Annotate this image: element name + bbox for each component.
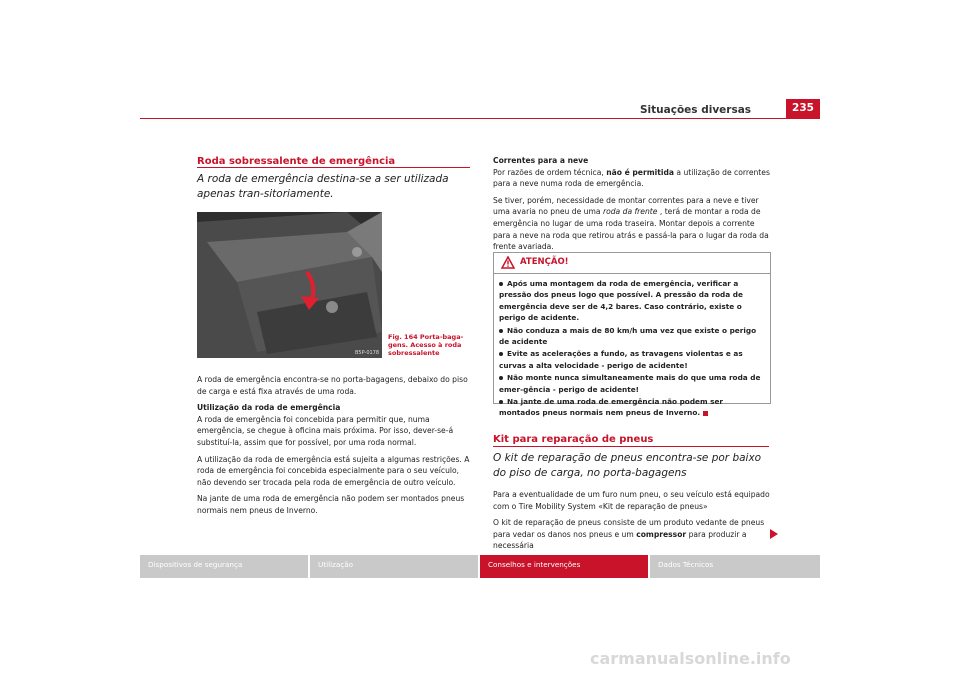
bullet-icon [499, 376, 503, 380]
warning-item: Após uma montagem da roda de emergência, verificar a pressão dos pneus logo que possível. A pressão da roda de emergência deve ser de 4,2 bares. Caso contrário, existe o perigo de acidente. [499, 279, 743, 323]
warning-list [494, 274, 770, 419]
running-section-title: Situações diversas [640, 104, 752, 116]
use-text: A roda de emergência foi concebida para permitir que, numa emergência, se chegue à oficina mais próxima. Por isso, dever-se-á substituí-la, assim que for possível, por uma roda normal. [197, 414, 454, 447]
spare-location-text: A roda de emergência encontra-se no porta-bagagens, debaixo do piso de carga e está fixa através de uma roda. [197, 375, 468, 396]
watermark: carmanualsonline.info [590, 649, 791, 668]
trunk-illustration [197, 212, 382, 358]
warning-title: ATENÇÃO! [520, 257, 569, 267]
kit-text-1: Para a eventualidade de um furo num pneu, o seu veículo está equipado com o Tire Mobility System «Kit de reparação de pneus» [493, 490, 770, 511]
bullet-icon [499, 282, 503, 286]
chains-section [493, 155, 771, 258]
kit-lead: O kit de reparação de pneus encontra-se por baixo do piso de carga, no porta-bagagens [493, 452, 762, 479]
kit-heading: Kit para reparação de pneus [493, 434, 654, 445]
footer-tab-operation[interactable]: Utilização [310, 555, 478, 578]
tyres-text: Na jante de uma roda de emergência não podem ser montados pneus normais nem pneus de Inverno. [197, 494, 465, 515]
kit-heading-rule [493, 446, 769, 447]
footer-tab-advice[interactable]: Conselhos e intervenções [480, 555, 648, 578]
warning-item: Na jante de uma roda de emergência não podem ser montados pneus normais nem pneus de Inverno. [499, 397, 724, 418]
spare-wheel-lead: A roda de emergência destina-se a ser utilizada apenas tran-sitoriamente. [197, 173, 449, 200]
footer-tab-safety[interactable]: Dispositivos de segurança [140, 555, 308, 578]
bullet-icon [499, 352, 503, 356]
spare-wheel-heading: Roda sobressalente de emergência [197, 156, 396, 167]
bullet-icon [499, 400, 503, 404]
chains-text-1: Por razões de ordem técnica, não é permitida a utilização de correntes para a neve numa roda de emergência. [493, 167, 770, 189]
bullet-icon [499, 329, 503, 333]
figure-code: B5P-0178 [355, 350, 380, 356]
header-rule [140, 118, 820, 119]
spare-wheel-heading-rule [197, 167, 470, 168]
kit-text-2: O kit de reparação de pneus consiste de um produto vedante de pneus para vedar os danos nos pneus e um compressor para produzir a necessária [493, 518, 765, 551]
footer-tab-technical-data[interactable]: Dados Técnicos [650, 555, 820, 578]
figure-caption: Fig. 164 Porta-baga-gens. Acesso à roda sobressalente [388, 333, 464, 357]
page-number: 235 [786, 99, 820, 118]
kit-body [493, 489, 771, 557]
section-end-icon [703, 411, 708, 416]
chains-heading: Correntes para a neve [493, 156, 589, 165]
trunk-figure [197, 212, 382, 358]
chains-text-2: Se tiver, porém, necessidade de montar correntes para a neve e tiver uma avaria no pneu de uma roda da frente , terá de montar a roda de emergência no lugar de uma roda traseira. Montar depois a corrente para a neve na roda que retirou atrás e passá-la para o lugar da roda da frente avariada. [493, 195, 769, 252]
use-subheading: Utilização da roda de emergência [197, 403, 341, 413]
warning-item: Não monte nunca simultaneamente mais do que uma roda de emer-gência - perigo de acidente! [499, 373, 761, 394]
left-body [197, 374, 472, 522]
warning-triangle-icon [501, 256, 515, 269]
warning-item: Não conduza a mais de 80 km/h uma vez que existe o perigo de acidente [499, 325, 757, 347]
warning-box [493, 252, 771, 418]
restrictions-text: A utilização da roda de emergência está sujeita a algumas restrições. A roda de emergência foi concebida especialmente para o seu veículo, não devendo ser trocada pela roda de emergência de outro veículo. [197, 454, 470, 487]
warning-item: Evite as acelerações a fundo, as travagens violentas e as curvas a alta velocidade - perigo de acidente! [499, 349, 743, 370]
continue-arrow-icon[interactable] [770, 529, 778, 539]
warning-header [494, 253, 770, 274]
